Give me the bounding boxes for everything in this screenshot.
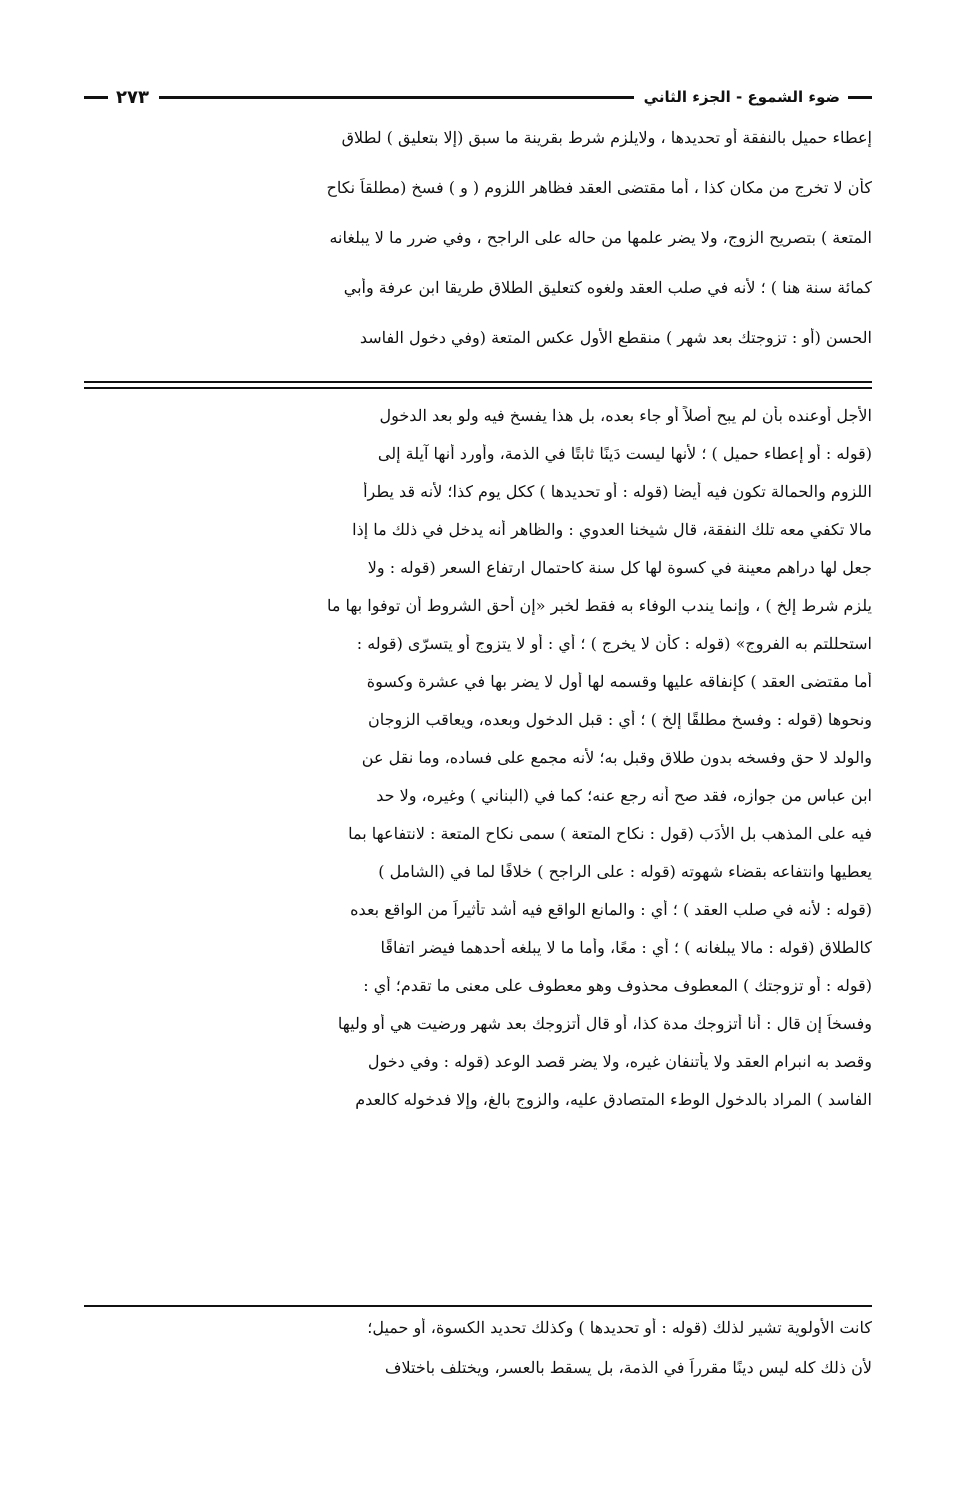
main-text-line: الحسن (أو : تزوجتك بعد شهر ) منقطع الأول عكس المتعة (وفي دخول الفاسد [359,328,872,347]
commentary-line: الأجل أوعنده بأن لم يبح أصلاً أو جاء بعده، بل هذا يفسخ فيه ولو بعد الدخول [379,406,872,425]
main-text-line: كأن لا تخرج من مكان كذا ، أما مقتضى العقد فظاهر اللزوم ( و ) فسخ (مطلقاً نكاح [326,178,872,197]
running-title: ضوء الشموع - الجزء الثاني [643,88,840,106]
commentary-line: الفاسد ) المراد بالدخول الوطء المتصادق عليه، والزوج بالغ، وإلا فدخوله كالعدم [355,1090,872,1109]
footnote-line: لأن ذلك كله ليس دينًا مقرراً في الذمة، بل يسقط بالعسر، ويختلف باختلاف [384,1358,872,1377]
commentary-line: وقصد به انبرام العقد ولا يأتنفان غيره، ولا يضر قصد الوعد (قوله : وفي دخول [367,1052,872,1071]
page-number: ٢٧٣ [116,86,149,108]
commentary-line: فيه على المذهب بل الأدَب (قول : نكاح المتعة ) سمى نكاح المتعة : لانتفاعها بما [348,824,872,843]
header-rule [159,96,634,99]
commentary-line: (قوله : لأنه في صلب العقد ) ؛ أي : والمانع الواقع فيه أشد تأثيراً من الواقع بعده [350,900,872,919]
main-text-line: إعطاء حميل بالنفقة أو تحديدها ، ولايلزم شرط بقرينة ما سبق (إلا بتعليق ) لطلاق [341,128,872,147]
header-dash-left [84,96,108,99]
commentary-line: أما مقتضى العقد ) كإنفاقه عليها وقسمه لها أول لا يضر بها في عشرة وكسوة [366,672,872,691]
double-rule-lower [84,387,872,389]
footnote-text [84,1318,872,1398]
commentary-line: (قوله : أو تزوجتك ) المعطوف محذوف وهو معطوف على معنى ما تقدم؛ أي : [363,976,872,995]
commentary-line: مالا تكفي معه تلك النفقة، قال شيخنا العدوي : والظاهر أنه يدخل في ذلك ما إذا [352,520,872,539]
main-text-line: المتعة ) بتصريح الزوج، ولا يضر علمها من حاله على الراجح ، وفي ضرر ما لا يبلغانه [329,228,872,247]
commentary-line: اللزوم والحمالة تكون فيه أيضا (قوله : أو تحديدها ) ككل يوم كذا؛ لأنه قد يطرأ [363,482,872,501]
main-text-line: كمائة سنة هنا ) ؛ لأنه في صلب العقد ولغوه كتعليق الطلاق طريقا ابن عرفة وأبي [343,278,872,297]
commentary-line: (قوله : أو إعطاء حميل ) ؛ لأنها ليست دَينًا ثابتًا في الذمة، وأورد أنها آيلة إلى [377,444,872,463]
commentary-line: وفسخاً إن قال : أنا أتزوجك مدة كذا، أو قال أتزوجك بعد شهر ورضيت هي أو وليها [337,1014,872,1033]
footnote-separator [84,1305,872,1307]
commentary-line: جعل لها دراهم معينة في كسوة لها كل سنة كاحتمال ارتفاع السعر (قوله : ولا [367,558,872,577]
commentary-line: والولد لا حق وفسخه بدون طلاق وقبل به؛ لأنه مجمع على فساده، وما نقل عن [361,748,872,767]
commentary-line: استحللتم به الفروج» (قوله : كأن لا يخرج ) ؛ أي : أو لا يتزوج أو يتسرّى (قوله : [356,634,872,653]
commentary-line: يعطيها وانتفاعه بقضاء شهوته (قوله : على الراجح ) خلافًا لما في (الشامل ) [378,862,872,881]
double-rule-upper [84,381,872,383]
main-text [84,128,872,378]
commentary-text [84,406,872,1128]
commentary-line: ونحوها (قوله : وفسخ مطلقًا إلخ ) ؛ أي : قبل الدخول وبعده، ويعاقب الزوجان [367,710,872,729]
footnote-line: كانت الأولوية تشير لذلك (قوله : أو تحديدها ) وكذلك تحديد الكسوة، أو حميل؛ [367,1318,872,1337]
page-header [84,84,872,110]
commentary-line: كالطلاق (قوله : مالا يبلغانه ) ؛ أي : معًا، وأما ما لا يبلغه أحدهما فيضر اتفاقًا [380,938,872,957]
header-dash-right [848,96,872,99]
commentary-line: ابن عباس من جوازه، فقد صح أنه رجع عنه؛ كما في (البناني ) وغيره، ولا حد [376,786,872,805]
commentary-line: يلزم شرط إلخ ) ، وإنما يندب الوفاء به فقط لخبر «إن أحق الشروط أن توفوا بها ما [326,596,872,615]
